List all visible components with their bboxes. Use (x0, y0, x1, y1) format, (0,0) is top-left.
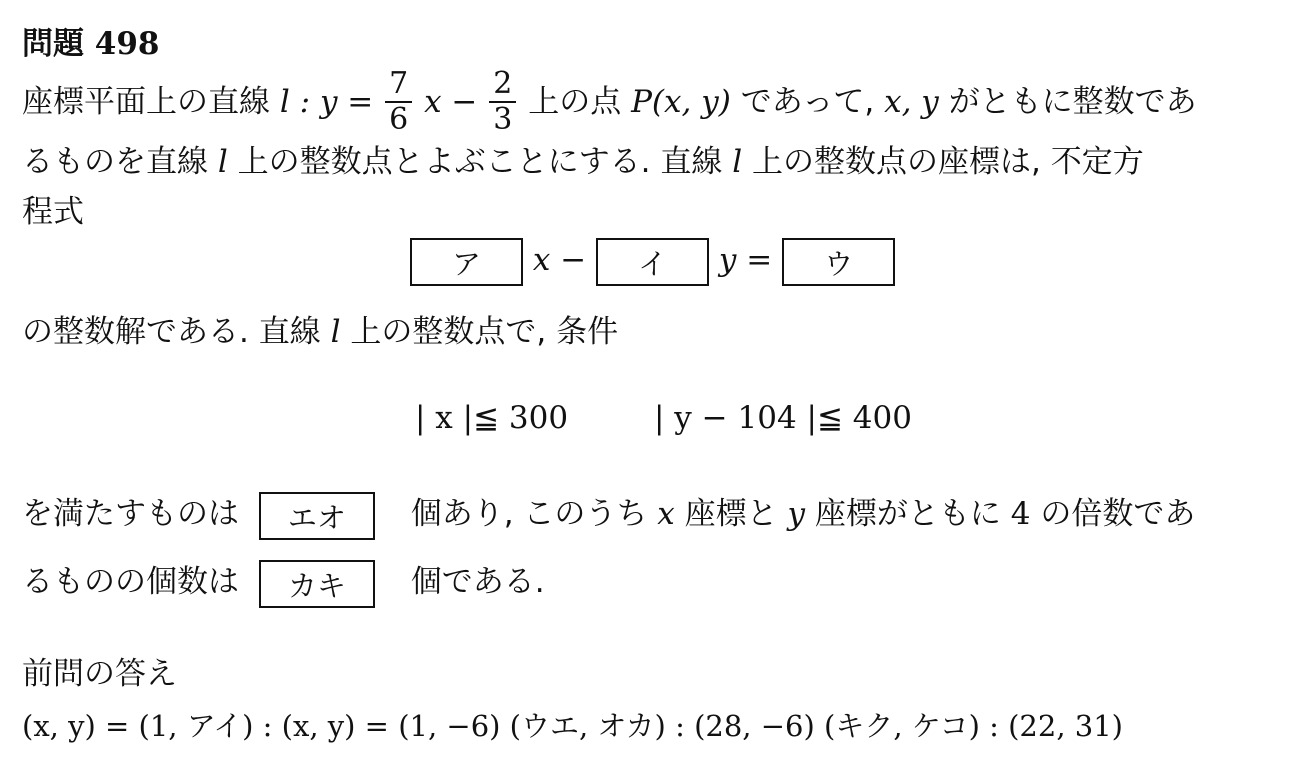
problem-number: 498 (94, 26, 160, 62)
p3-line1-e: の倍数であ (1040, 496, 1196, 532)
prev-answers-heading: 前問の答え (22, 656, 177, 692)
condition-2: | y − 104 |≦ 400 (654, 400, 912, 436)
point-p: P(x, y) (631, 84, 731, 120)
answer-box-eo: エオ (259, 492, 375, 540)
p3-y: y (787, 496, 806, 532)
p3-line1-a: を満たすものは (22, 496, 239, 532)
condition-1: | x |≦ 300 (415, 400, 569, 436)
eq-x-minus: x − (532, 242, 587, 278)
paragraph2-b: 上の整数点で, 条件 (350, 314, 619, 350)
line2-b: 上の整数点とよぶことにする. 直線 (237, 144, 723, 180)
p3-line1-d: 座標がともに (814, 496, 1001, 532)
p3-four: 4 (1010, 496, 1031, 532)
p3-line2-b: 個である. (410, 564, 545, 600)
paragraph1-line3: 程式 (22, 194, 84, 230)
line-l-var-4: l (330, 314, 341, 350)
p3-line2-a: るものの個数は (22, 564, 239, 600)
answer-box-u: ウ (782, 238, 895, 286)
line-l-var-3: l (732, 144, 743, 180)
xy-vars: x, y (884, 84, 939, 120)
line-l-var-2: l (217, 144, 228, 180)
line2-c: 上の整数点の座標は, 不定方 (752, 144, 1144, 180)
fraction-7-6 (385, 67, 412, 137)
fraction-2-3 (489, 67, 516, 137)
frac1-denominator: 6 (389, 101, 409, 137)
line1-mid2: であって, (740, 84, 875, 120)
line-l-var: l (279, 84, 290, 120)
p3-line1-b: 個あり, このうち (410, 496, 648, 532)
frac2-denominator: 3 (493, 101, 513, 137)
frac2-numerator: 2 (489, 67, 516, 103)
line2-a: るものを直線 (22, 144, 208, 180)
problem-label: 問題 (22, 26, 84, 62)
equation-row (410, 234, 895, 286)
paragraph3-line1 (22, 487, 1195, 541)
line1-suffix: がともに整数であ (948, 84, 1197, 120)
frac1-numerator: 7 (385, 67, 412, 103)
line1-mid: 上の点 (528, 84, 622, 120)
line1-prefix: 座標平面上の直線 (22, 84, 270, 120)
paragraph2-a: の整数解である. 直線 (22, 314, 321, 350)
x-minus: x − (424, 84, 478, 120)
p3-line1-c: 座標と (684, 496, 778, 532)
paragraph2 (22, 312, 618, 352)
prev-answers-line: (x, y) = (1, アイ) : (x, y) = (1, −6) (ウエ, オカ) : (28, −6) (キク, ケコ) : (22, 31) (22, 709, 1123, 743)
answer-box-kaki: カキ (259, 560, 375, 608)
y-equals: : y = (299, 84, 384, 120)
problem-title (22, 18, 160, 63)
paragraph1-line1 (22, 62, 1197, 142)
answer-box-a: ア (410, 238, 523, 286)
paragraph1-line2 (22, 142, 1144, 182)
paragraph3-line2 (22, 555, 545, 609)
answer-box-i: イ (596, 238, 709, 286)
p3-x: x (657, 496, 675, 532)
eq-y-equals: y = (718, 242, 773, 278)
